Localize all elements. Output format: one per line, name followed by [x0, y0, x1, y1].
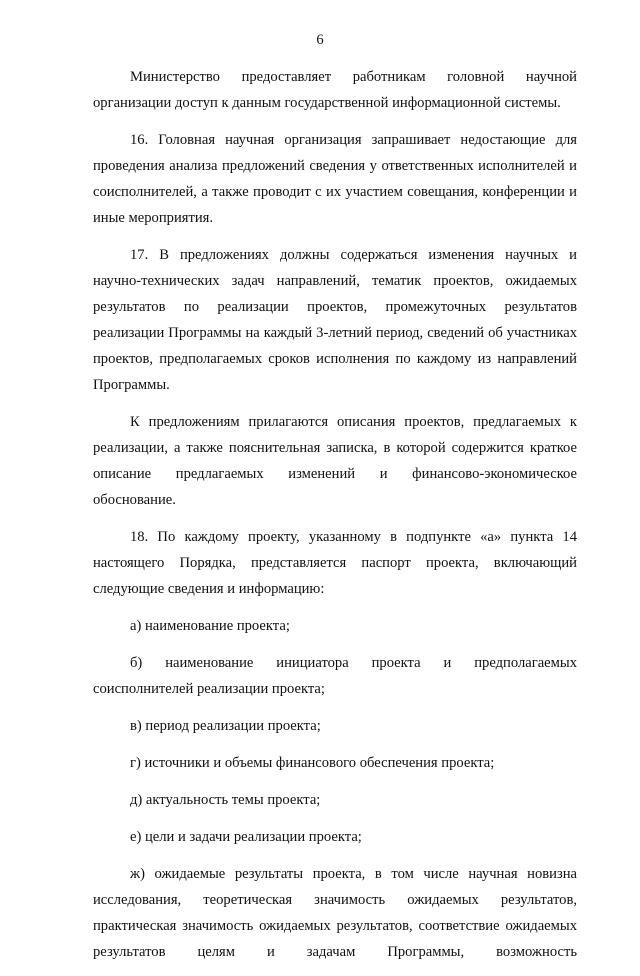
page-number: 6 [316, 32, 324, 48]
list-item-a: а) наименование проекта; [130, 618, 290, 634]
list-item-zh: ж) ожидаемые результаты проекта, в том числе научная новизна исследования, теоретическая значимость ожидаемых результатов, практическая значимость ожидаемых результатов, соответствие ожидаемых результатов целям и задачам Программы, возможность [93, 866, 577, 960]
paragraph-ministry-access: Министерство предоставляет работникам головной научной организации доступ к данным государственной информационной системы. [93, 69, 577, 111]
list-item-g: г) источники и объемы финансового обеспечения проекта; [130, 755, 495, 771]
list-item-v: в) период реализации проекта; [130, 718, 321, 734]
paragraph-16: 16. Головная научная организация запрашивает недостающие для проведения анализа предложений сведения у ответственных исполнителей и соисполнителей, а также проводит с их участием совещания, конференции и иные мероприятия. [93, 132, 577, 226]
paragraph-18: 18. По каждому проекту, указанному в подпункте «а» пункта 14 настоящего Порядка, представляется паспорт проекта, включающий следующие сведения и информацию: [93, 529, 577, 597]
paragraph-attachments: К предложениям прилагаются описания проектов, предлагаемых к реализации, а также пояснительная записка, в которой содержится краткое описание предлагаемых изменений и финансово-экономическое обоснование. [93, 414, 577, 508]
paragraph-17: 17. В предложениях должны содержаться изменения научных и научно-технических задач направлений, тематик проектов, ожидаемых результатов по реализации проектов, промежуточных результатов реализации Программы на каждый 3-летний период, сведений об участниках проектов, предполагаемых сроков исполнения по каждому из направлений Программы. [93, 247, 577, 393]
document-body [93, 64, 577, 976]
list-item-d: д) актуальность темы проекта; [130, 792, 321, 808]
list-item-b: б) наименование инициатора проекта и предполагаемых соисполнителей реализации проекта; [93, 655, 577, 697]
list-item-e: е) цели и задачи реализации проекта; [130, 829, 362, 845]
